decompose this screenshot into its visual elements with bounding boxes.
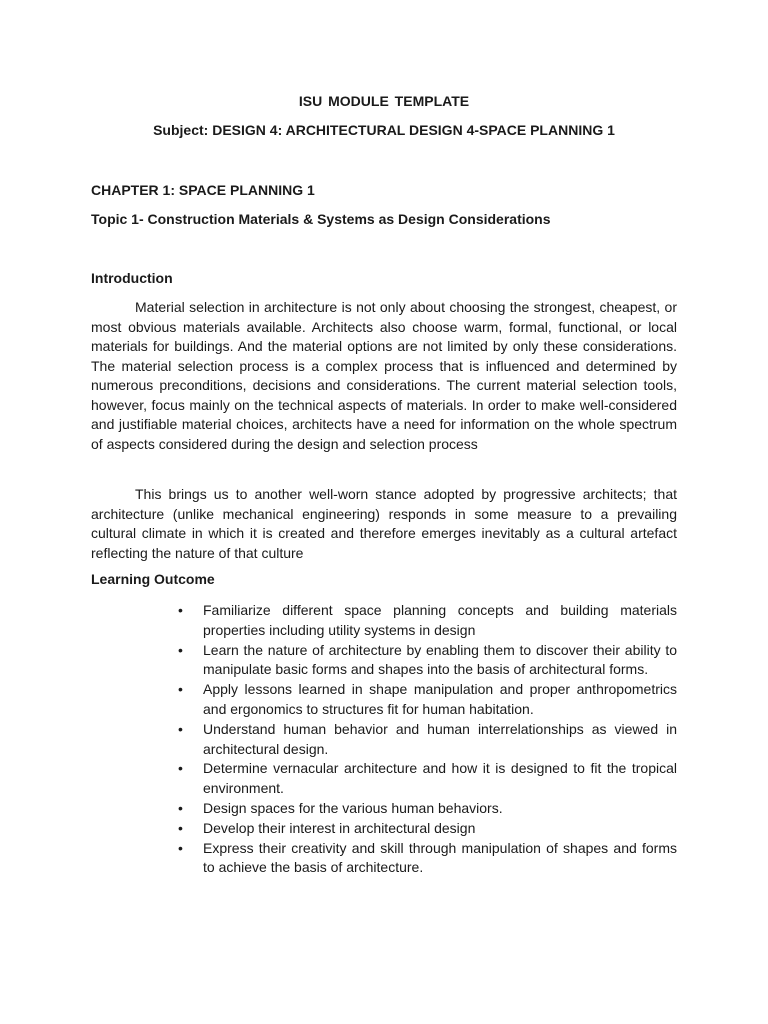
document-subject: Subject: DESIGN 4: ARCHITECTURAL DESIGN 4-SPACE PLANNING 1 — [153, 122, 615, 138]
list-item — [176, 759, 677, 799]
list-item-text: Determine vernacular architecture and how it is designed to fit the tropical environment. — [203, 760, 677, 797]
bullet-icon: • — [178, 819, 183, 836]
introduction-paragraph: This brings us to another well-worn stance adopted by progressive architects; that architecture (unlike mechanical engineering) responds in some measure to a prevailing cultural climate in which it is created and therefore emerges inevitably as a cultural artefact reflecting the nature of that culture — [91, 486, 677, 561]
chapter-title: CHAPTER 1: SPACE PLANNING 1 — [91, 182, 315, 198]
list-item — [176, 641, 677, 681]
introduction-paragraph: Material selection in architecture is not only about choosing the strongest, cheapest, or most obvious materials available. Architects also choose warm, formal, functional, or local materials for buildings. And the material options are not limited by only these considerations. The material selection process is a complex process that is influenced and determined by numerous preconditions, decisions and considerations. The current material selection tools, however, focus mainly on the technical aspects of materials. In order to make well-considered and justifiable material choices, architects have a need for information on the whole spectrum of aspects considered during the design and selection process — [91, 299, 677, 452]
introduction-heading: Introduction — [91, 270, 173, 286]
bullet-icon: • — [178, 760, 183, 777]
list-item — [176, 680, 677, 720]
topic-title: Topic 1- Construction Materials & Systems as Design Considerations — [91, 211, 551, 227]
bullet-icon: • — [178, 681, 183, 698]
list-item — [176, 799, 677, 819]
list-item-text: Design spaces for the various human behaviors. — [203, 799, 503, 816]
list-item-text: Express their creativity and skill through manipulation of shapes and forms to achieve the basis of architecture. — [203, 839, 677, 876]
list-item-text: Familiarize different space planning concepts and building materials properties including utility systems in design — [203, 602, 677, 638]
learning-outcome-heading: Learning Outcome — [91, 571, 215, 587]
bullet-icon: • — [178, 641, 183, 658]
list-item — [176, 720, 677, 760]
list-item-text: Apply lessons learned in shape manipulation and proper anthropometrics and ergonomics to structures fit for human habitation. — [203, 681, 677, 717]
list-item — [176, 839, 677, 879]
document-title: ISU MODULE TEMPLATE — [298, 93, 470, 109]
bullet-icon: • — [178, 799, 183, 816]
bullet-icon: • — [178, 839, 183, 856]
bullet-icon: • — [178, 602, 183, 618]
list-item — [176, 819, 677, 839]
list-item-text: Learn the nature of architecture by enabling them to discover their ability to manipulate basic forms and shapes into the basis of architectural forms. — [203, 641, 677, 678]
bullet-icon: • — [178, 720, 183, 737]
learning-outcome-list — [176, 601, 677, 878]
list-item-text: Develop their interest in architectural design — [203, 819, 476, 836]
list-item — [176, 601, 677, 641]
list-item-text: Understand human behavior and human interrelationships as viewed in architectural design. — [203, 720, 677, 757]
